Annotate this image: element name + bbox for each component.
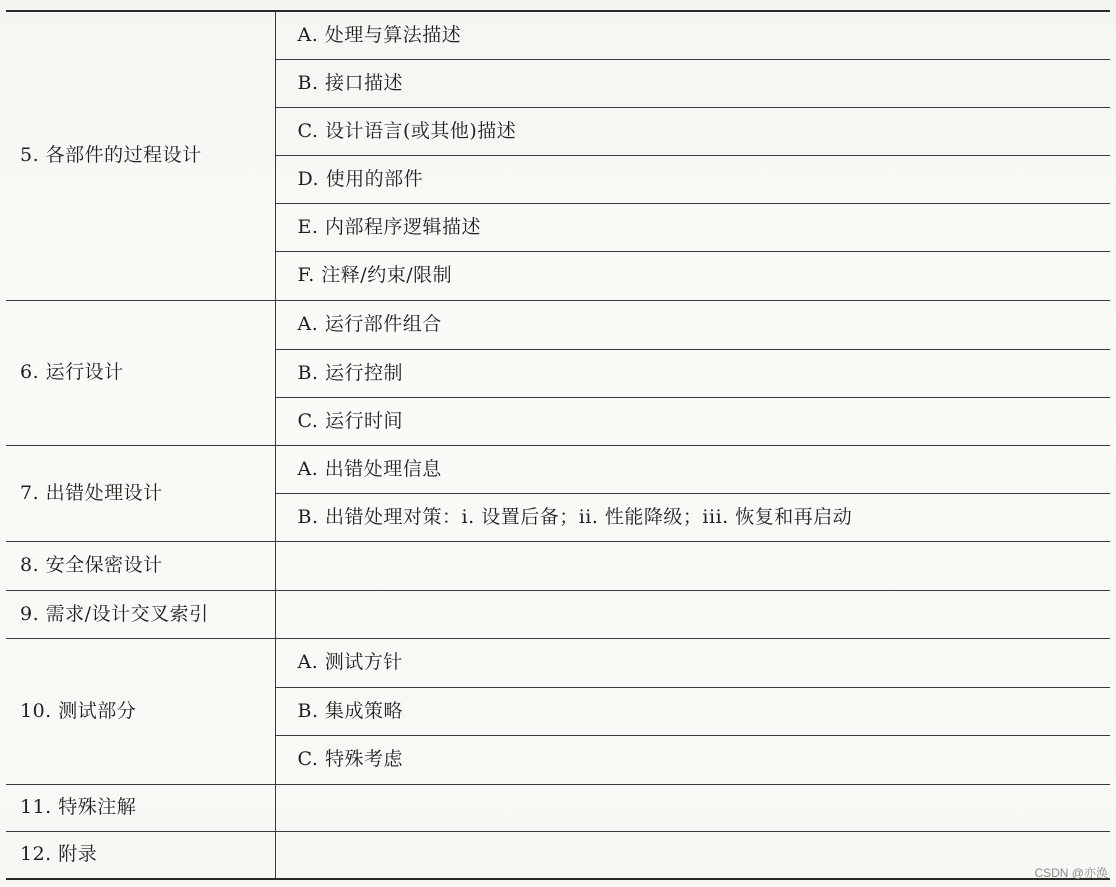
table-row [6,638,1110,687]
section-title-5: 5. 各部件的过程设计 [6,11,275,300]
section-item: F. 注释/约束/限制 [275,251,1110,300]
section-item: C. 特殊考虑 [275,735,1110,784]
empty-cell [275,784,1110,831]
section-item: B. 集成策略 [275,687,1110,735]
section-title-9: 9. 需求/设计交叉索引 [6,590,275,638]
table-row [6,831,1110,879]
section-item: A. 测试方针 [275,638,1110,687]
section-item: B. 接口描述 [275,59,1110,107]
design-outline-table [6,10,1110,880]
table-row [6,541,1110,590]
section-item: B. 出错处理对策：i. 设置后备；ii. 性能降级；iii. 恢复和再启动 [275,493,1110,541]
section-item: C. 运行时间 [275,397,1110,445]
table-row [6,784,1110,831]
section-item: B. 运行控制 [275,349,1110,397]
table-row [6,445,1110,493]
section-title-10: 10. 测试部分 [6,638,275,784]
section-item: E. 内部程序逻辑描述 [275,203,1110,251]
section-item: A. 运行部件组合 [275,300,1110,349]
empty-cell [275,590,1110,638]
section-item: A. 处理与算法描述 [275,11,1110,59]
table-row [6,11,1110,59]
watermark: CSDN @亦涣 [1034,866,1108,880]
section-item: A. 出错处理信息 [275,445,1110,493]
table-row [6,590,1110,638]
empty-cell [275,831,1110,879]
section-title-7: 7. 出错处理设计 [6,445,275,541]
section-title-12: 12. 附录 [6,831,275,879]
section-item: C. 设计语言(或其他)描述 [275,107,1110,155]
table-row [6,300,1110,349]
section-title-8: 8. 安全保密设计 [6,541,275,590]
section-item: D. 使用的部件 [275,155,1110,203]
section-title-11: 11. 特殊注解 [6,784,275,831]
section-title-6: 6. 运行设计 [6,300,275,445]
empty-cell [275,541,1110,590]
